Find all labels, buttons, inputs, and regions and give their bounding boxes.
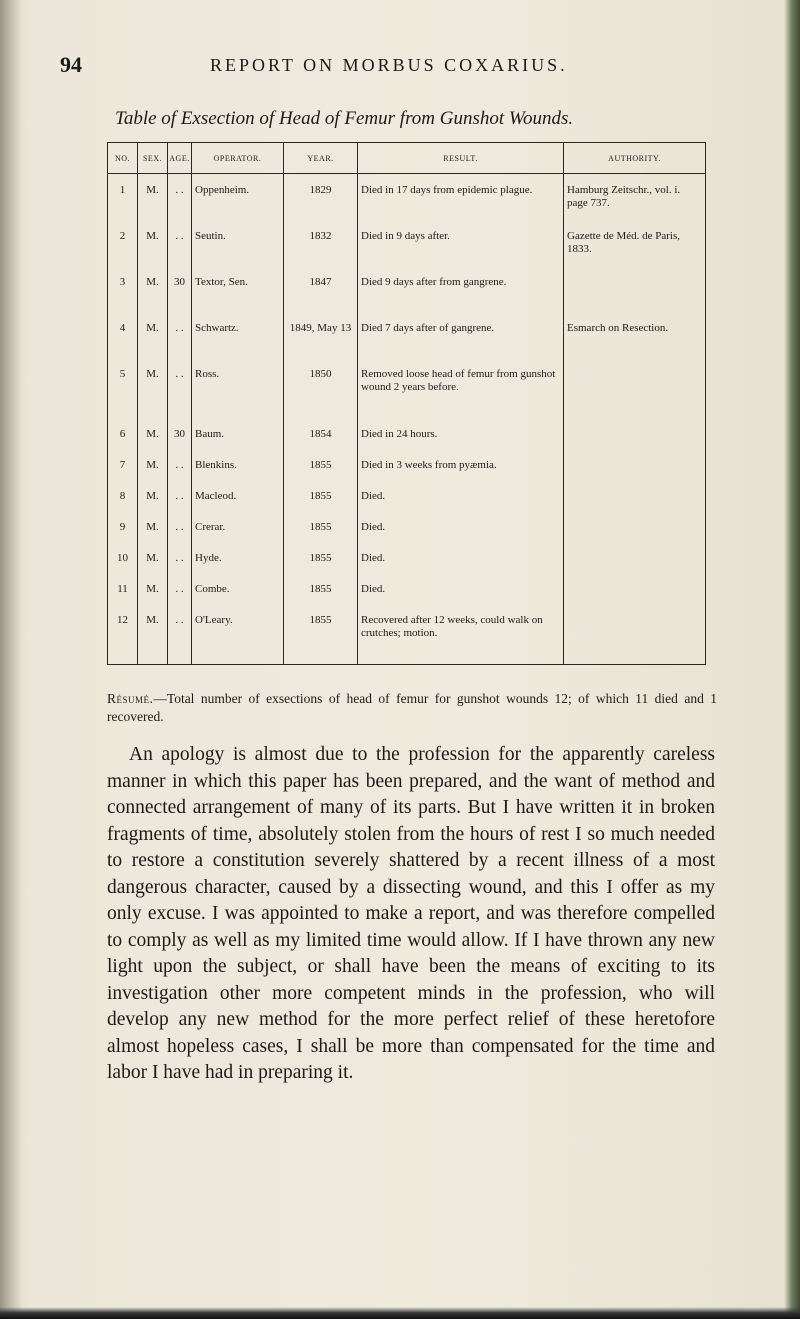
- cell-result: Died in 24 hours.: [358, 428, 564, 459]
- cell-authority: Esmarch on Resection.: [564, 322, 706, 368]
- cell-operator: Ross.: [192, 368, 284, 428]
- cell-year: 1832: [284, 230, 358, 276]
- table-row: [108, 322, 706, 368]
- table-row: [108, 521, 706, 552]
- cell-sex: M.: [138, 552, 168, 583]
- cell-authority: [564, 521, 706, 552]
- cell-age: . .: [168, 230, 192, 276]
- resume-label: Résumé.: [107, 691, 154, 706]
- table-title: Table of Exsection of Head of Femur from Gunshot Wounds.: [115, 108, 574, 129]
- cell-operator: Textor, Sen.: [192, 276, 284, 322]
- cell-operator: Macleod.: [192, 490, 284, 521]
- cell-result: Recovered after 12 weeks, could walk on crutches; motion.: [358, 614, 564, 664]
- table-row: [108, 368, 706, 428]
- cell-age: . .: [168, 459, 192, 490]
- cell-result: Died.: [358, 583, 564, 614]
- cell-no: 6: [108, 428, 138, 459]
- cell-no: 9: [108, 521, 138, 552]
- cell-no: 10: [108, 552, 138, 583]
- cell-no: 1: [108, 184, 138, 230]
- cell-sex: M.: [138, 184, 168, 230]
- table-row: [108, 276, 706, 322]
- cell-age: . .: [168, 490, 192, 521]
- cell-authority: [564, 276, 706, 322]
- binding-shadow: [0, 0, 22, 1319]
- page-edge-right: [784, 0, 800, 1319]
- cell-sex: M.: [138, 230, 168, 276]
- cell-no: 7: [108, 459, 138, 490]
- column-header-no: NO.: [108, 143, 138, 174]
- resume-summary: [107, 690, 717, 726]
- column-header-authority: AUTHORITY.: [564, 143, 706, 174]
- cell-result: Died.: [358, 521, 564, 552]
- closing-paragraph: [107, 742, 715, 1087]
- cell-year: 1855: [284, 521, 358, 552]
- cell-authority: [564, 368, 706, 428]
- cell-sex: M.: [138, 322, 168, 368]
- cell-operator: Baum.: [192, 428, 284, 459]
- cell-operator: Seutin.: [192, 230, 284, 276]
- column-header-operator: OPERATOR.: [192, 143, 284, 174]
- cell-operator: Oppenheim.: [192, 184, 284, 230]
- cell-year: 1855: [284, 552, 358, 583]
- cell-sex: M.: [138, 521, 168, 552]
- cell-authority: [564, 459, 706, 490]
- cell-operator: Hyde.: [192, 552, 284, 583]
- cell-year: 1849, May 13: [284, 322, 358, 368]
- cell-sex: M.: [138, 614, 168, 664]
- cell-result: Died in 17 days from epidemic plague.: [358, 184, 564, 230]
- table-row: [108, 459, 706, 490]
- cell-sex: M.: [138, 368, 168, 428]
- column-header-result: RESULT.: [358, 143, 564, 174]
- cell-authority: [564, 490, 706, 521]
- cell-result: Died.: [358, 552, 564, 583]
- cell-authority: [564, 614, 706, 664]
- cell-operator: O'Leary.: [192, 614, 284, 664]
- cell-age: . .: [168, 552, 192, 583]
- cell-year: 1850: [284, 368, 358, 428]
- cell-operator: Schwartz.: [192, 322, 284, 368]
- cell-result: Removed loose head of femur from gunshot wound 2 years before.: [358, 368, 564, 428]
- cell-authority: Gazette de Méd. de Paris, 1833.: [564, 230, 706, 276]
- table-row: [108, 583, 706, 614]
- table-row: [108, 614, 706, 664]
- cell-authority: [564, 583, 706, 614]
- table-row: [108, 428, 706, 459]
- cell-year: 1855: [284, 490, 358, 521]
- cell-no: 8: [108, 490, 138, 521]
- page-number: 94: [60, 52, 82, 77]
- cell-age: . .: [168, 583, 192, 614]
- running-head-title: REPORT ON MORBUS COXARIUS.: [210, 55, 568, 75]
- cell-authority: [564, 428, 706, 459]
- cell-year: 1855: [284, 583, 358, 614]
- cell-no: 2: [108, 230, 138, 276]
- cell-sex: M.: [138, 276, 168, 322]
- exsection-table: [107, 142, 706, 665]
- cell-age: . .: [168, 184, 192, 230]
- cell-sex: M.: [138, 459, 168, 490]
- cell-no: 4: [108, 322, 138, 368]
- cell-no: 12: [108, 614, 138, 664]
- column-header-age: AGE.: [168, 143, 192, 174]
- cell-age: . .: [168, 521, 192, 552]
- cell-no: 5: [108, 368, 138, 428]
- cell-sex: M.: [138, 583, 168, 614]
- table-row: [108, 490, 706, 521]
- cell-result: Died.: [358, 490, 564, 521]
- cell-result: Died in 3 weeks from pyæmia.: [358, 459, 564, 490]
- cell-result: Died 7 days after of gangrene.: [358, 322, 564, 368]
- cell-age: . .: [168, 368, 192, 428]
- cell-age: . .: [168, 322, 192, 368]
- cell-year: 1829: [284, 184, 358, 230]
- page-edge-bottom: [0, 1307, 800, 1319]
- cell-operator: Combe.: [192, 583, 284, 614]
- cell-result: Died in 9 days after.: [358, 230, 564, 276]
- table-row: [108, 184, 706, 230]
- cell-year: 1855: [284, 459, 358, 490]
- table-row: [108, 230, 706, 276]
- running-head: [60, 52, 760, 80]
- cell-year: 1854: [284, 428, 358, 459]
- cell-age: 30: [168, 276, 192, 322]
- cell-no: 11: [108, 583, 138, 614]
- table-header-row: [108, 143, 706, 174]
- cell-sex: M.: [138, 428, 168, 459]
- cell-no: 3: [108, 276, 138, 322]
- table-row: [108, 552, 706, 583]
- cell-age: . .: [168, 614, 192, 664]
- resume-text: —Total number of exsections of head of femur for gunshot wounds 12; of which 11 died and 1 recovered.: [107, 691, 717, 724]
- cell-age: 30: [168, 428, 192, 459]
- cell-operator: Crerar.: [192, 521, 284, 552]
- cell-year: 1847: [284, 276, 358, 322]
- cell-authority: Hamburg Zeitschr., vol. i. page 737.: [564, 184, 706, 230]
- closing-paragraph-text: An apology is almost due to the profession for the apparently careless manner in which this paper has been prepared, and the want of method and connected arrangement of many of its parts. But I have written it in broken fragments of time, absolutely stolen from the hours of rest I so much needed to restore a constitution severely shattered by a recent illness of a most dangerous character, caused by a dissecting wound, and this I offer as my only excuse. I was appointed to make a report, and was therefore compelled to comply as well as my limited time would allow. If I have thrown any new light upon the subject, or shall have been the means of exciting to its investigation other more competent minds in the profession, who will develop any new method for the more perfect relief of these heretofore almost hopeless cases, I shall be more than compensated for the time and labor I have had in preparing it.: [107, 744, 715, 1083]
- cell-sex: M.: [138, 490, 168, 521]
- cell-operator: Blenkins.: [192, 459, 284, 490]
- column-header-sex: SEX.: [138, 143, 168, 174]
- column-header-year: YEAR.: [284, 143, 358, 174]
- cell-authority: [564, 552, 706, 583]
- cell-year: 1855: [284, 614, 358, 664]
- cell-result: Died 9 days after from gangrene.: [358, 276, 564, 322]
